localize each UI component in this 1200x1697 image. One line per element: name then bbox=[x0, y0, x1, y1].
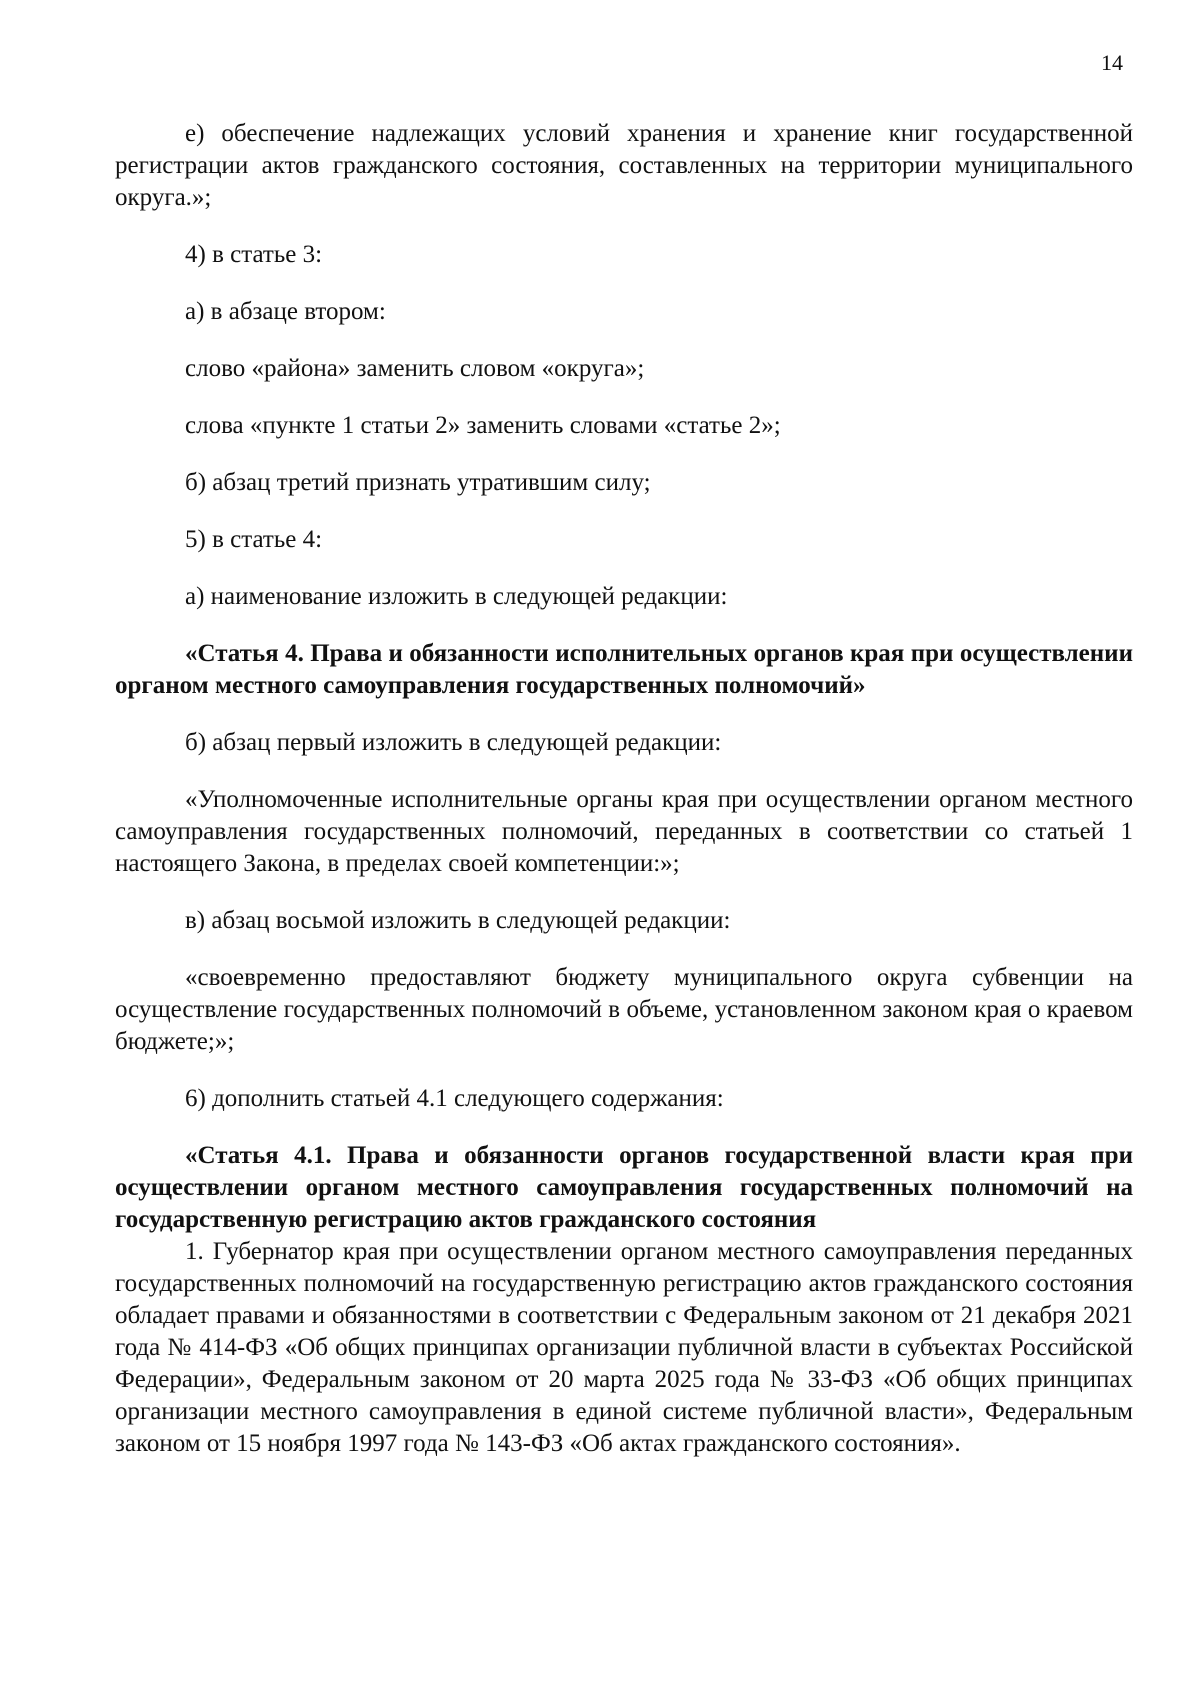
paragraph-article4-v: в) абзац восьмой изложить в следующей редакции: bbox=[185, 907, 731, 934]
paragraph-article3-a: а) в абзаце втором: bbox=[185, 298, 386, 325]
paragraph-add-article-4-1: 6) дополнить статьей 4.1 следующего содержания: bbox=[185, 1085, 724, 1112]
paragraph-article4-b: б) абзац первый изложить в следующей редакции: bbox=[185, 729, 722, 756]
paragraph-governor-rights: 1. Губернатор края при осуществлении органом местного самоуправления переданных государственных полномочий на государственную регистрацию актов гражданского состояния обладает правами и обязанностями в соответствии с Федеральным законом от 21 декабря 2021 года № 414-ФЗ «Об общих принципах организации публичной власти в субъектах Российской Федерации», Федеральным законом от 20 марта 2025 года № 33-ФЗ «Об общих принципах организации местного самоуправления в единой системе публичной власти», Федеральным законом от 15 ноября 1997 года № 143-ФЗ «Об актах гражданского состояния». bbox=[115, 1238, 1133, 1457]
paragraph-replace-district: слово «района» заменить словом «округа»; bbox=[185, 355, 645, 382]
heading-article-4-1: «Статья 4.1. Права и обязанности органов государственной власти края при осуществлении органом местного самоуправления государственных полномочий на государственную регистрацию актов гражданского состояния bbox=[115, 1142, 1133, 1233]
heading-article-4: «Статья 4. Права и обязанности исполнительных органов края при осуществлении органом местного самоуправления государственных полномочий» bbox=[115, 640, 1133, 699]
document-body bbox=[115, 118, 1133, 1460]
paragraph-e-storage: е) обеспечение надлежащих условий хранения и хранение книг государственной регистрации актов гражданского состояния, составленных на территории муниципального округа.»; bbox=[115, 120, 1133, 211]
paragraph-article4-intro: 5) в статье 4: bbox=[185, 526, 323, 553]
paragraph-article3-intro: 4) в статье 3: bbox=[185, 241, 323, 268]
paragraph-article3-b: б) абзац третий признать утратившим силу; bbox=[185, 469, 651, 496]
paragraph-authorized-bodies: «Уполномоченные исполнительные органы края при осуществлении органом местного самоуправления государственных полномочий, переданных в соответствии со статьей 1 настоящего Закона, в пределах своей компетенции:»; bbox=[115, 786, 1133, 877]
page-number: 14 bbox=[1101, 50, 1123, 75]
paragraph-replace-point: слова «пункте 1 статьи 2» заменить словами «статье 2»; bbox=[185, 412, 781, 439]
paragraph-article4-a: а) наименование изложить в следующей редакции: bbox=[185, 583, 728, 610]
paragraph-subventions: «своевременно предоставляют бюджету муниципального округа субвенции на осуществление государственных полномочий в объеме, установленном законом края о краевом бюджете;»; bbox=[115, 964, 1133, 1055]
